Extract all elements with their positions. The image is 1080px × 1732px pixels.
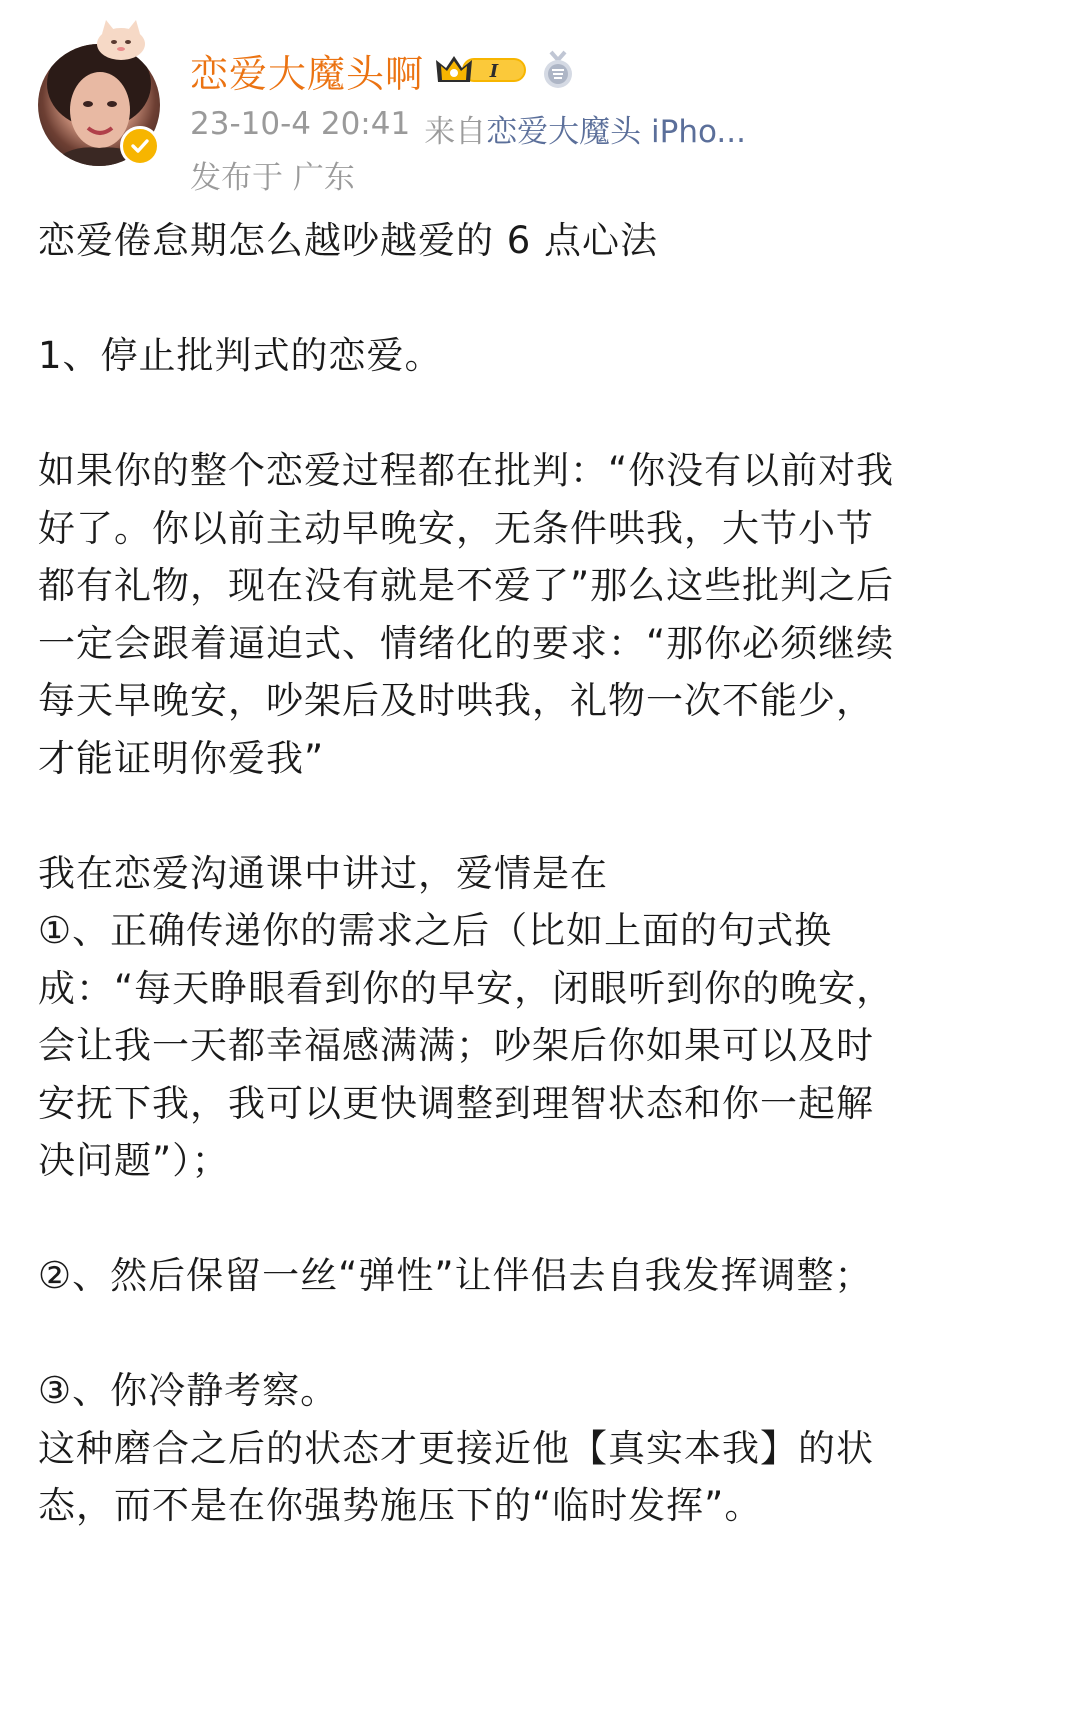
source-link[interactable]: 恋爱大魔头 iPho... xyxy=(486,114,746,150)
post-text-line: ②、然后保留一丝“弹性”让伴侣去自我发挥调整； xyxy=(38,1254,873,1297)
post-text-line: 决问题”）； xyxy=(38,1139,230,1182)
post-text-line: 如果你的整个恋爱过程都在批判：“你没有以前对我 xyxy=(38,449,895,492)
post-text-line: 会让我一天都幸福感满满；吵架后你如果可以及时 xyxy=(38,1024,874,1067)
blank-line xyxy=(38,787,1048,845)
crown-vip-icon[interactable] xyxy=(434,50,530,90)
post-text-line: ①、正确传递你的需求之后（比如上面的句式换 xyxy=(38,909,833,952)
post-text-line: 1、停止批判式的恋爱。 xyxy=(38,334,443,377)
medal-icon[interactable] xyxy=(540,50,576,90)
blank-line xyxy=(38,270,1048,328)
post-text-line: 都有礼物，现在没有就是不爱了”那么这些批判之后 xyxy=(38,564,895,607)
post-meta xyxy=(190,106,746,151)
post-location: 发布于 广东 xyxy=(190,160,355,196)
post-text-line: 成：“每天睁眼看到你的早安，闭眼听到你的晚安， xyxy=(38,966,895,1010)
post-text-line: 一定会跟着逼迫式、情绪化的要求：“那你必须继续 xyxy=(38,621,895,665)
post-text-line: 这种磨合之后的状态才更接近他【真实本我】的状 xyxy=(38,1426,874,1470)
post-text-line: 才能证明你爱我” xyxy=(38,736,325,780)
post-text-line: 恋爱倦怠期怎么越吵越爱的 6 点心法 xyxy=(38,219,659,262)
post-header xyxy=(38,36,1038,206)
cat-pendant-icon xyxy=(90,18,152,62)
post-text-line: 态，而不是在你强势施压下的“临时发挥”。 xyxy=(38,1484,763,1527)
post-text-line: 我在恋爱沟通课中讲过，爱情是在 xyxy=(38,851,608,895)
post-text-line: 安抚下我，我可以更快调整到理智状态和你一起解 xyxy=(38,1081,874,1125)
post-text-line: 好了。你以前主动早晚安，无条件哄我，大节小节 xyxy=(38,506,874,550)
post-text-line: 每天早晚安，吵架后及时哄我，礼物一次不能少， xyxy=(38,679,874,722)
username[interactable]: 恋爱大魔头啊 xyxy=(190,51,425,96)
name-row xyxy=(190,42,576,98)
post-body xyxy=(38,212,1048,1535)
blank-line xyxy=(38,1305,1048,1363)
vip-level-text: I xyxy=(489,61,499,82)
verified-check-icon xyxy=(120,126,160,166)
blank-line xyxy=(38,1190,1048,1248)
blank-line xyxy=(38,385,1048,443)
post-text-line: ③、你冷静考察。 xyxy=(38,1369,339,1412)
source-prefix: 来自 xyxy=(424,114,487,150)
post-timestamp: 23-10-4 20:41 xyxy=(190,106,411,142)
avatar-container[interactable] xyxy=(38,44,160,166)
